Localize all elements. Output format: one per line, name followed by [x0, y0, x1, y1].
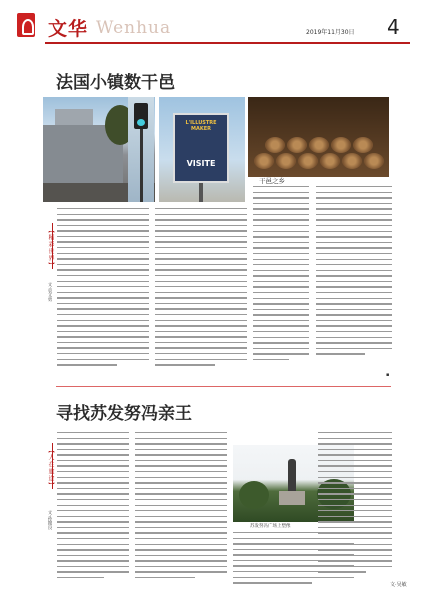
cellar-barrels-photo	[248, 97, 389, 177]
article2-body-col4	[318, 432, 392, 577]
article-divider	[56, 386, 391, 387]
sign-top-text: L'ILLUSTRE MAKER	[185, 120, 217, 132]
article1-body-col1	[57, 208, 149, 370]
article1-body-col2	[155, 208, 247, 370]
section-title-en: Wenhua	[96, 18, 172, 38]
article1-column-label: 【精彩世界】	[47, 227, 54, 269]
sign-visite-text: VISITE	[186, 159, 216, 168]
masthead-rule	[45, 42, 410, 44]
article1-intro: 干邑之乡	[259, 177, 285, 185]
masthead	[0, 0, 428, 52]
issue-date: 2019年11月30日	[306, 29, 355, 36]
museum-sign-photo	[159, 97, 245, 202]
page-number: 4	[387, 15, 400, 39]
section-title: 文华	[48, 18, 89, 40]
article1-body-col3	[253, 186, 309, 365]
article1-body-col4	[316, 186, 392, 359]
newspaper-logo-icon	[17, 13, 35, 37]
article2-headline: 寻找苏发努冯亲王	[56, 404, 192, 424]
traffic-light-photo	[128, 97, 154, 202]
monument-caption: 苏发努冯广场上塑像	[250, 524, 291, 529]
article1-headline: 法国小镇数干邑	[56, 73, 175, 93]
article2-body-col1	[57, 432, 129, 583]
article2-byline: 文·孙赣良	[47, 510, 52, 530]
article2-signoff: 文·吴敏	[390, 582, 407, 588]
article1-byline: 文·袁文勇	[47, 282, 52, 302]
article2-body-col2	[135, 432, 227, 583]
article1-end-mark: ▪	[386, 372, 390, 378]
article2-column-label: 【人在旅途】	[47, 447, 54, 489]
